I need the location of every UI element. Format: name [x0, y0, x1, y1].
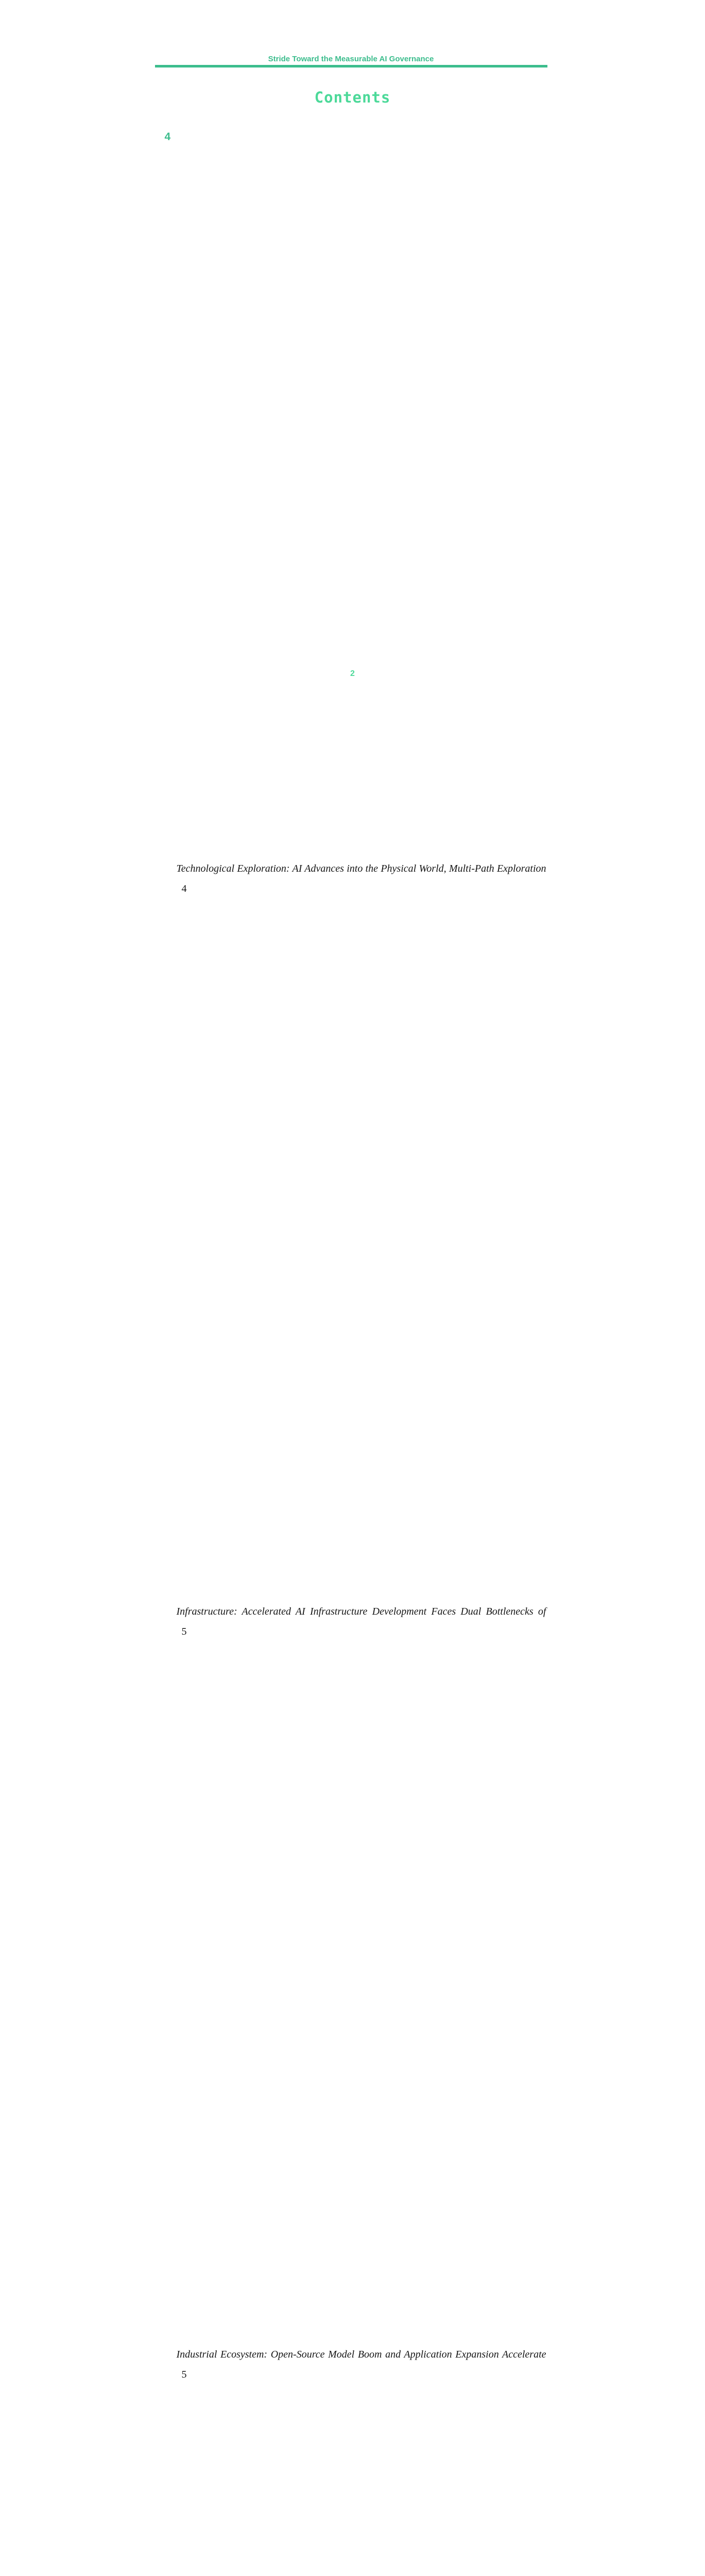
toc-entry-technological-exploration-cont[interactable] — [160, 879, 546, 1602]
toc-page-number: 4 — [165, 130, 676, 853]
toc-entry-industrial-ecosystem[interactable] — [160, 2345, 546, 2365]
toc-entry-industrial-ecosystem-cont[interactable] — [160, 2365, 546, 2576]
toc-page-number: 4 — [182, 879, 693, 1602]
toc-entry-infrastructure-cont[interactable] — [160, 1622, 546, 2345]
toc-entry-title: Industrial Ecosystem: Open-Source Model Boom and Application Expansion Accelerate — [177, 2349, 546, 2360]
header-divider-rule — [155, 65, 547, 67]
toc-page-number: 5 — [182, 1622, 693, 2345]
running-header-title: Stride Toward the Measurable AI Governance — [155, 55, 547, 63]
toc-entry-infrastructure[interactable] — [160, 1602, 546, 1622]
toc-page-number: 5 — [182, 2365, 693, 2576]
toc-entry-title: Infrastructure: Accelerated AI Infrastructure Development Faces Dual Bottlenecks of — [177, 1606, 546, 1617]
toc-entry-technological-exploration[interactable] — [160, 859, 546, 879]
contents-heading: Contents — [97, 89, 608, 106]
table-of-contents — [160, 130, 546, 2576]
toc-entry-title: Technological Exploration: AI Advances into the Physical World, Multi-Path Exploration — [177, 863, 546, 874]
footer-page-number: 2 — [97, 669, 608, 679]
document-page — [97, 0, 608, 723]
toc-entry-review-ai-development[interactable] — [160, 130, 546, 853]
